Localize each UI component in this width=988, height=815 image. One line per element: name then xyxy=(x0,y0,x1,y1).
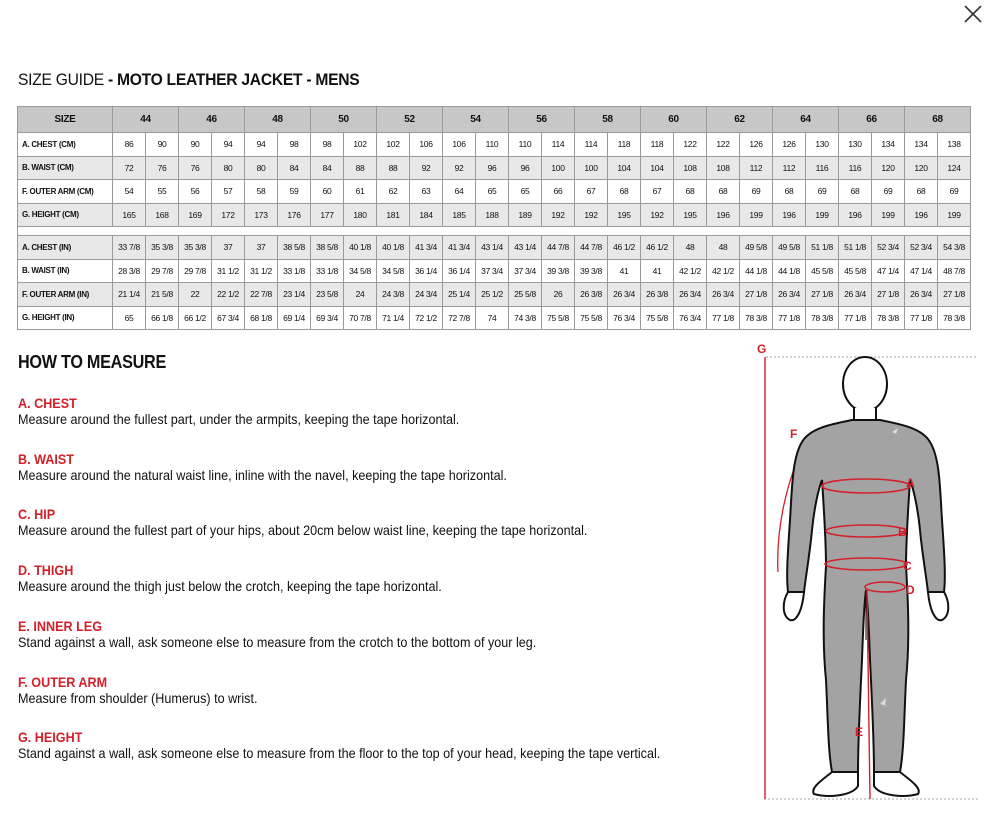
table-cell: 25 1/4 xyxy=(443,283,476,307)
table-cell: 64 xyxy=(443,180,476,204)
table-cell: 42 1/2 xyxy=(707,259,740,283)
table-cell: 196 xyxy=(839,203,872,227)
table-cell: 68 xyxy=(839,180,872,204)
label-d: D xyxy=(906,583,915,597)
table-cell: 102 xyxy=(377,133,410,157)
table-cell: 35 3/8 xyxy=(146,236,179,260)
table-cell: 72 7/8 xyxy=(443,306,476,330)
table-cell: 68 1/8 xyxy=(245,306,278,330)
table-cell: 68 xyxy=(905,180,938,204)
table-cell: 28 3/8 xyxy=(113,259,146,283)
table-cell: 195 xyxy=(608,203,641,227)
table-cell: 24 xyxy=(344,283,377,307)
table-cell: 92 xyxy=(410,156,443,180)
table-cell: 78 3/8 xyxy=(872,306,905,330)
table-cell: 26 3/4 xyxy=(608,283,641,307)
measure-description: Stand against a wall, ask someone else to measure from the floor to the top of your head, keeping the tape vertical. xyxy=(18,745,661,762)
figure-right-hand xyxy=(928,592,948,620)
table-cell: 49 5/8 xyxy=(773,236,806,260)
table-row xyxy=(18,156,971,180)
table-spacer-row xyxy=(18,227,971,236)
table-cell: 118 xyxy=(608,133,641,157)
measure-heading: G. HEIGHT xyxy=(18,729,83,746)
table-cell: 112 xyxy=(740,156,773,180)
table-cell: 126 xyxy=(773,133,806,157)
table-cell: 29 7/8 xyxy=(179,259,212,283)
table-cell: 169 xyxy=(179,203,212,227)
table-cell: 69 3/4 xyxy=(311,306,344,330)
table-cell: 104 xyxy=(608,156,641,180)
size-column-header: 60 xyxy=(641,107,707,133)
measure-heading: A. CHEST xyxy=(18,395,77,411)
table-cell: 106 xyxy=(443,133,476,157)
table-cell: 168 xyxy=(146,203,179,227)
table-cell: 41 3/4 xyxy=(443,236,476,260)
table-cell: 76 xyxy=(179,156,212,180)
table-cell: 65 xyxy=(113,306,146,330)
table-cell: 33 1/8 xyxy=(278,259,311,283)
table-cell: 25 1/2 xyxy=(476,283,509,307)
table-cell: 37 xyxy=(212,236,245,260)
table-cell: 88 xyxy=(377,156,410,180)
table-cell: 44 1/8 xyxy=(740,259,773,283)
size-column-header: 66 xyxy=(839,107,905,133)
table-cell: 55 xyxy=(146,180,179,204)
table-cell: 96 xyxy=(476,156,509,180)
measure-item xyxy=(18,618,738,651)
table-cell: 42 1/2 xyxy=(674,259,707,283)
measure-item xyxy=(18,395,738,428)
table-cell: 196 xyxy=(773,203,806,227)
table-cell: 195 xyxy=(674,203,707,227)
title-prefix: SIZE GUIDE xyxy=(18,70,104,89)
measure-heading: B. WAIST xyxy=(18,450,75,467)
row-label: G. HEIGHT (IN) xyxy=(18,306,113,330)
table-cell: 88 xyxy=(344,156,377,180)
table-cell: 176 xyxy=(278,203,311,227)
measure-description: Measure around the fullest part, under the armpits, keeping the tape horizontal. xyxy=(18,411,460,427)
table-cell: 51 1/8 xyxy=(806,236,839,260)
table-cell: 78 3/8 xyxy=(740,306,773,330)
table-cell: 75 5/8 xyxy=(542,306,575,330)
table-cell: 116 xyxy=(839,156,872,180)
table-cell: 52 3/4 xyxy=(872,236,905,260)
table-cell: 184 xyxy=(410,203,443,227)
table-cell: 54 3/8 xyxy=(938,236,971,260)
table-cell: 78 3/8 xyxy=(806,306,839,330)
body-measurement-figure xyxy=(752,340,982,805)
table-cell: 40 1/8 xyxy=(344,236,377,260)
table-cell: 122 xyxy=(707,133,740,157)
label-c: C xyxy=(903,559,912,573)
table-cell: 199 xyxy=(872,203,905,227)
table-cell: 69 1/4 xyxy=(278,306,311,330)
table-cell: 34 5/8 xyxy=(377,259,410,283)
table-cell: 26 3/4 xyxy=(707,283,740,307)
table-cell: 199 xyxy=(740,203,773,227)
table-cell: 41 xyxy=(641,259,674,283)
table-row xyxy=(18,133,971,157)
table-cell: 66 xyxy=(542,180,575,204)
table-cell: 63 xyxy=(410,180,443,204)
page-title xyxy=(18,70,359,90)
table-cell: 71 1/4 xyxy=(377,306,410,330)
table-cell: 76 3/4 xyxy=(608,306,641,330)
how-to-measure-title: HOW TO MEASURE xyxy=(18,352,167,372)
size-column-header: 50 xyxy=(311,107,377,133)
table-cell: 199 xyxy=(806,203,839,227)
table-cell: 69 xyxy=(938,180,971,204)
table-cell: 76 3/4 xyxy=(674,306,707,330)
table-cell: 75 5/8 xyxy=(641,306,674,330)
size-table-body xyxy=(18,133,971,330)
table-cell: 188 xyxy=(476,203,509,227)
table-cell: 48 xyxy=(707,236,740,260)
table-cell: 122 xyxy=(674,133,707,157)
table-cell: 21 1/4 xyxy=(113,283,146,307)
table-cell: 68 xyxy=(707,180,740,204)
table-cell: 48 7/8 xyxy=(938,259,971,283)
table-cell: 56 xyxy=(179,180,212,204)
size-column-header: 62 xyxy=(707,107,773,133)
table-cell: 80 xyxy=(245,156,278,180)
table-cell: 94 xyxy=(212,133,245,157)
table-cell: 86 xyxy=(113,133,146,157)
measure-heading: F. OUTER ARM xyxy=(18,673,108,690)
label-b: B xyxy=(898,525,907,539)
table-cell: 26 xyxy=(542,283,575,307)
table-cell: 36 1/4 xyxy=(410,259,443,283)
table-cell: 100 xyxy=(542,156,575,180)
table-cell: 74 3/8 xyxy=(509,306,542,330)
table-cell: 38 5/8 xyxy=(278,236,311,260)
table-cell: 69 xyxy=(740,180,773,204)
table-cell: 22 xyxy=(179,283,212,307)
table-cell: 84 xyxy=(278,156,311,180)
table-cell: 29 7/8 xyxy=(146,259,179,283)
table-cell: 44 7/8 xyxy=(542,236,575,260)
table-cell: 130 xyxy=(839,133,872,157)
size-table xyxy=(17,106,971,330)
row-label: G. HEIGHT (CM) xyxy=(18,203,113,227)
table-cell: 62 xyxy=(377,180,410,204)
table-cell: 33 7/8 xyxy=(113,236,146,260)
table-cell: 185 xyxy=(443,203,476,227)
table-cell: 92 xyxy=(443,156,476,180)
table-cell: 124 xyxy=(938,156,971,180)
label-a: A xyxy=(906,476,915,490)
measure-description: Measure around the fullest part of your hips, about 20cm below waist line, keeping the tape horizontal. xyxy=(18,522,588,539)
table-cell: 23 1/4 xyxy=(278,283,311,307)
table-cell: 54 xyxy=(113,180,146,204)
table-cell: 68 xyxy=(674,180,707,204)
table-cell: 72 xyxy=(113,156,146,180)
table-cell: 68 xyxy=(773,180,806,204)
figure-left-hand xyxy=(784,592,804,620)
table-cell: 134 xyxy=(905,133,938,157)
table-cell: 45 5/8 xyxy=(806,259,839,283)
measure-item xyxy=(18,506,738,539)
table-cell: 108 xyxy=(707,156,740,180)
row-label: A. CHEST (IN) xyxy=(18,236,113,260)
size-column-header: 64 xyxy=(773,107,839,133)
table-cell: 90 xyxy=(146,133,179,157)
table-cell: 90 xyxy=(179,133,212,157)
table-cell: 37 3/4 xyxy=(509,259,542,283)
label-f: F xyxy=(790,427,798,441)
table-cell: 75 5/8 xyxy=(575,306,608,330)
figure-left-foot xyxy=(813,772,858,796)
measure-item xyxy=(18,729,738,762)
table-cell: 120 xyxy=(905,156,938,180)
table-cell: 66 1/2 xyxy=(179,306,212,330)
table-cell: 31 1/2 xyxy=(245,259,278,283)
table-cell: 69 xyxy=(806,180,839,204)
measure-heading: D. THIGH xyxy=(18,562,74,579)
title-product: - MOTO LEATHER JACKET - MENS xyxy=(103,70,360,89)
table-cell: 112 xyxy=(773,156,806,180)
table-cell: 172 xyxy=(212,203,245,227)
table-cell: 43 1/4 xyxy=(476,236,509,260)
table-cell: 80 xyxy=(212,156,245,180)
table-cell: 108 xyxy=(674,156,707,180)
measure-description: Stand against a wall, ask someone else to measure from the crotch to the bottom of your leg. xyxy=(18,633,537,650)
table-cell: 78 3/8 xyxy=(938,306,971,330)
table-cell: 52 3/4 xyxy=(905,236,938,260)
table-cell: 24 3/8 xyxy=(377,283,410,307)
size-column-header: 54 xyxy=(443,107,509,133)
table-cell: 100 xyxy=(575,156,608,180)
table-row xyxy=(18,180,971,204)
table-row xyxy=(18,236,971,260)
table-cell: 65 xyxy=(509,180,542,204)
table-cell: 47 1/4 xyxy=(905,259,938,283)
table-cell: 60 xyxy=(311,180,344,204)
table-cell: 27 1/8 xyxy=(872,283,905,307)
table-cell: 98 xyxy=(311,133,344,157)
table-cell: 34 5/8 xyxy=(344,259,377,283)
table-cell: 70 7/8 xyxy=(344,306,377,330)
table-cell: 21 5/8 xyxy=(146,283,179,307)
table-cell: 69 xyxy=(872,180,905,204)
table-cell: 47 1/4 xyxy=(872,259,905,283)
table-cell: 165 xyxy=(113,203,146,227)
table-cell: 41 xyxy=(608,259,641,283)
table-cell: 48 xyxy=(674,236,707,260)
table-cell: 76 xyxy=(146,156,179,180)
table-cell: 39 3/8 xyxy=(542,259,575,283)
table-cell: 46 1/2 xyxy=(608,236,641,260)
row-label: F. OUTER ARM (CM) xyxy=(18,180,113,204)
table-cell: 120 xyxy=(872,156,905,180)
table-cell: 192 xyxy=(575,203,608,227)
table-cell: 114 xyxy=(575,133,608,157)
table-cell: 106 xyxy=(410,133,443,157)
table-cell: 181 xyxy=(377,203,410,227)
table-cell: 67 3/4 xyxy=(212,306,245,330)
table-cell: 196 xyxy=(707,203,740,227)
table-cell: 68 xyxy=(608,180,641,204)
table-cell: 66 1/8 xyxy=(146,306,179,330)
size-column-header: 56 xyxy=(509,107,575,133)
table-spacer-cell xyxy=(18,227,971,236)
table-cell: 72 1/2 xyxy=(410,306,443,330)
measure-item xyxy=(18,562,738,595)
table-cell: 33 1/8 xyxy=(311,259,344,283)
table-cell: 44 7/8 xyxy=(575,236,608,260)
table-cell: 114 xyxy=(542,133,575,157)
measure-description: Measure around the thigh just below the crotch, keeping the tape horizontal. xyxy=(18,578,442,595)
table-cell: 177 xyxy=(311,203,344,227)
table-cell: 180 xyxy=(344,203,377,227)
size-column-header: 44 xyxy=(113,107,179,133)
table-cell: 77 1/8 xyxy=(707,306,740,330)
table-cell: 189 xyxy=(509,203,542,227)
table-cell: 43 1/4 xyxy=(509,236,542,260)
table-cell: 192 xyxy=(641,203,674,227)
row-label: F. OUTER ARM (IN) xyxy=(18,283,113,307)
close-button[interactable] xyxy=(958,0,988,28)
table-cell: 44 1/8 xyxy=(773,259,806,283)
table-cell: 31 1/2 xyxy=(212,259,245,283)
table-cell: 138 xyxy=(938,133,971,157)
table-cell: 173 xyxy=(245,203,278,227)
table-cell: 25 5/8 xyxy=(509,283,542,307)
figure-head xyxy=(843,357,887,411)
table-cell: 26 3/8 xyxy=(575,283,608,307)
table-cell: 27 1/8 xyxy=(740,283,773,307)
table-cell: 36 1/4 xyxy=(443,259,476,283)
measure-description: Measure from shoulder (Humerus) to wrist. xyxy=(18,689,258,706)
table-cell: 49 5/8 xyxy=(740,236,773,260)
label-g: G xyxy=(757,342,767,356)
table-cell: 96 xyxy=(509,156,542,180)
table-row xyxy=(18,203,971,227)
table-cell: 77 1/8 xyxy=(839,306,872,330)
table-cell: 196 xyxy=(905,203,938,227)
table-cell: 74 xyxy=(476,306,509,330)
size-header-label: SIZE xyxy=(18,107,113,133)
table-cell: 116 xyxy=(806,156,839,180)
measure-item xyxy=(18,451,738,484)
size-column-header: 48 xyxy=(245,107,311,133)
size-column-header: 58 xyxy=(575,107,641,133)
table-cell: 40 1/8 xyxy=(377,236,410,260)
table-cell: 118 xyxy=(641,133,674,157)
table-cell: 41 3/4 xyxy=(410,236,443,260)
table-cell: 77 1/8 xyxy=(773,306,806,330)
table-cell: 26 3/8 xyxy=(641,283,674,307)
table-cell: 26 3/4 xyxy=(839,283,872,307)
table-cell: 37 3/4 xyxy=(476,259,509,283)
table-cell: 65 xyxy=(476,180,509,204)
table-cell: 59 xyxy=(278,180,311,204)
table-cell: 192 xyxy=(542,203,575,227)
table-cell: 37 xyxy=(245,236,278,260)
table-cell: 27 1/8 xyxy=(938,283,971,307)
table-cell: 22 7/8 xyxy=(245,283,278,307)
table-cell: 23 5/8 xyxy=(311,283,344,307)
table-cell: 26 3/4 xyxy=(674,283,707,307)
close-icon xyxy=(963,4,983,24)
table-cell: 58 xyxy=(245,180,278,204)
row-label: B. WAIST (IN) xyxy=(18,259,113,283)
table-cell: 51 1/8 xyxy=(839,236,872,260)
row-label: B. WAIST (CM) xyxy=(18,156,113,180)
table-cell: 45 5/8 xyxy=(839,259,872,283)
label-e: E xyxy=(855,725,864,739)
figure-right-foot xyxy=(874,772,919,796)
measure-description: Measure around the natural waist line, inline with the navel, keeping the tape horizontal. xyxy=(18,466,507,483)
row-label: A. CHEST (CM) xyxy=(18,133,113,157)
table-cell: 26 3/4 xyxy=(773,283,806,307)
table-cell: 104 xyxy=(641,156,674,180)
table-cell: 77 1/8 xyxy=(905,306,938,330)
size-column-header: 52 xyxy=(377,107,443,133)
measure-heading: C. HIP xyxy=(18,506,56,523)
table-cell: 67 xyxy=(575,180,608,204)
table-cell: 199 xyxy=(938,203,971,227)
table-cell: 84 xyxy=(311,156,344,180)
table-row xyxy=(18,283,971,307)
table-cell: 38 5/8 xyxy=(311,236,344,260)
table-cell: 61 xyxy=(344,180,377,204)
table-cell: 98 xyxy=(278,133,311,157)
size-column-header: 46 xyxy=(179,107,245,133)
table-cell: 110 xyxy=(509,133,542,157)
table-cell: 26 3/4 xyxy=(905,283,938,307)
table-cell: 102 xyxy=(344,133,377,157)
measure-item xyxy=(18,674,738,707)
table-cell: 22 1/2 xyxy=(212,283,245,307)
table-cell: 126 xyxy=(740,133,773,157)
table-cell: 134 xyxy=(872,133,905,157)
table-cell: 110 xyxy=(476,133,509,157)
table-cell: 57 xyxy=(212,180,245,204)
table-cell: 39 3/8 xyxy=(575,259,608,283)
table-cell: 35 3/8 xyxy=(179,236,212,260)
table-cell: 24 3/4 xyxy=(410,283,443,307)
table-cell: 46 1/2 xyxy=(641,236,674,260)
table-cell: 130 xyxy=(806,133,839,157)
measure-heading: E. INNER LEG xyxy=(18,617,103,634)
table-cell: 27 1/8 xyxy=(806,283,839,307)
table-row xyxy=(18,306,971,330)
table-cell: 94 xyxy=(245,133,278,157)
size-column-header: 68 xyxy=(905,107,971,133)
table-row xyxy=(18,259,971,283)
table-cell: 67 xyxy=(641,180,674,204)
size-header-row xyxy=(18,107,971,133)
